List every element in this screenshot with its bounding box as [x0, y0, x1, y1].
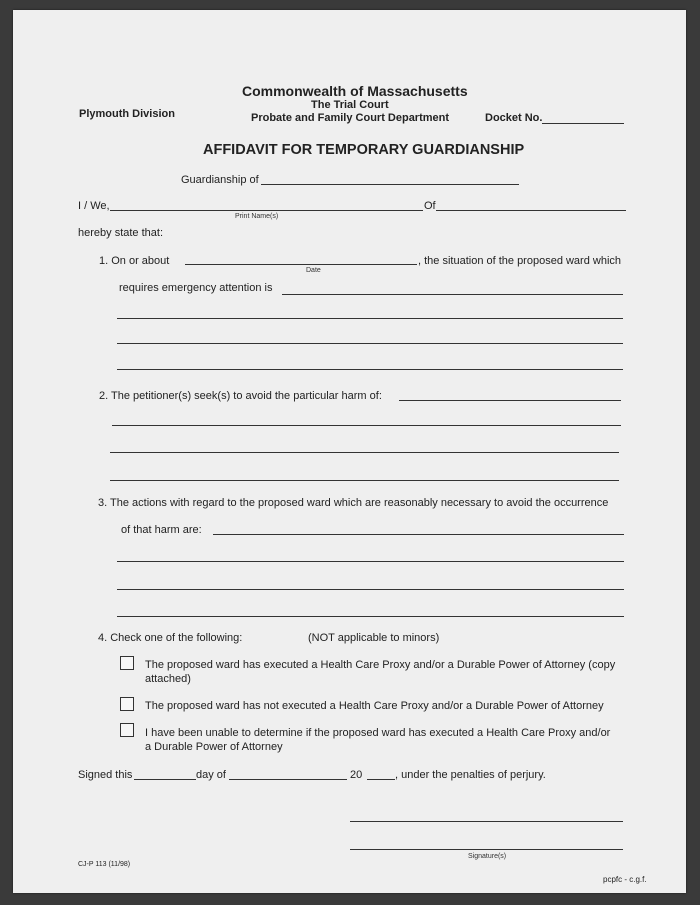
item2-answer-line-4[interactable] [110, 480, 619, 481]
header-trial-court: The Trial Court [311, 99, 389, 111]
print-names-field[interactable] [110, 210, 423, 211]
item1-line2: requires emergency attention is [119, 282, 273, 294]
signed-this-label: Signed this [78, 769, 133, 781]
hereby-state: hereby state that: [78, 227, 163, 239]
affidavit-page [13, 10, 686, 893]
option3-checkbox[interactable] [120, 723, 134, 737]
item1-answer-line-4[interactable] [117, 369, 623, 370]
item2-text: 2. The petitioner(s) seek(s) to avoid the particular harm of: [99, 390, 382, 402]
item1-answer-line-3[interactable] [117, 343, 623, 344]
option1-checkbox[interactable] [120, 656, 134, 670]
signature-caption: Signature(s) [468, 853, 507, 860]
item3-answer-line-2[interactable] [117, 561, 624, 562]
item3-answer-line-4[interactable] [117, 616, 624, 617]
signed-year-field[interactable] [367, 779, 395, 780]
form-title: AFFIDAVIT FOR TEMPORARY GUARDIANSHIP [203, 142, 525, 158]
signature-line-2[interactable] [350, 849, 623, 850]
item1-prefix: 1. On or about [99, 255, 170, 267]
signed-month-field[interactable] [229, 779, 347, 780]
of-label: Of [424, 200, 436, 212]
i-we-label: I / We, [78, 200, 110, 212]
item3-answer-line-1[interactable] [213, 534, 624, 535]
footer-right-code: pcpfc - c.g.f. [603, 875, 647, 884]
of-field[interactable] [436, 210, 626, 211]
item4-text: 4. Check one of the following: [98, 632, 243, 644]
item3-line2: of that harm are: [121, 524, 202, 536]
day-of-label: day of [196, 769, 226, 781]
option1-line1: The proposed ward has executed a Health Care Proxy and/or a Durable Power of Attorney (copy [145, 659, 616, 671]
signature-line-1[interactable] [350, 821, 623, 822]
option3-line1: I have been unable to determine if the proposed ward has executed a Health Care Proxy and/or [145, 727, 611, 739]
item2-answer-line-1[interactable] [399, 400, 621, 401]
item1-date-caption: Date [306, 267, 321, 274]
item1-date-field[interactable] [185, 264, 417, 265]
year-prefix: 20 [350, 769, 363, 781]
header-division: Plymouth Division [79, 108, 175, 120]
penalty-text: , under the penalties of perjury. [395, 769, 546, 781]
header-department: Probate and Family Court Department [251, 112, 450, 124]
item2-answer-line-3[interactable] [110, 452, 619, 453]
option2-checkbox[interactable] [120, 697, 134, 711]
item1-answer-line-2[interactable] [117, 318, 623, 319]
signed-day-field[interactable] [134, 779, 196, 780]
item1-suffix: , the situation of the proposed ward which [418, 255, 622, 267]
guardianship-of-field[interactable] [261, 184, 519, 185]
form-code: CJ-P 113 (11/98) [78, 861, 131, 868]
guardianship-of-label: Guardianship of [181, 174, 259, 186]
item3-answer-line-3[interactable] [117, 589, 624, 590]
item3-text: 3. The actions with regard to the proposed ward which are reasonably necessary to avoid the occurrence [98, 497, 609, 509]
option3-line2: a Durable Power of Attorney [145, 741, 283, 753]
docket-label: Docket No. [485, 112, 543, 124]
item2-answer-line-2[interactable] [112, 425, 621, 426]
docket-number-field[interactable] [542, 123, 624, 124]
option2-line1: The proposed ward has not executed a Health Care Proxy and/or a Durable Power of Attorney [145, 700, 604, 712]
item1-answer-line-1[interactable] [282, 294, 623, 295]
print-names-caption: Print Name(s) [235, 213, 279, 220]
option1-line2: attached) [145, 673, 191, 685]
item4-note: (NOT applicable to minors) [308, 632, 440, 644]
header-commonwealth: Commonwealth of Massachusetts [242, 83, 468, 99]
